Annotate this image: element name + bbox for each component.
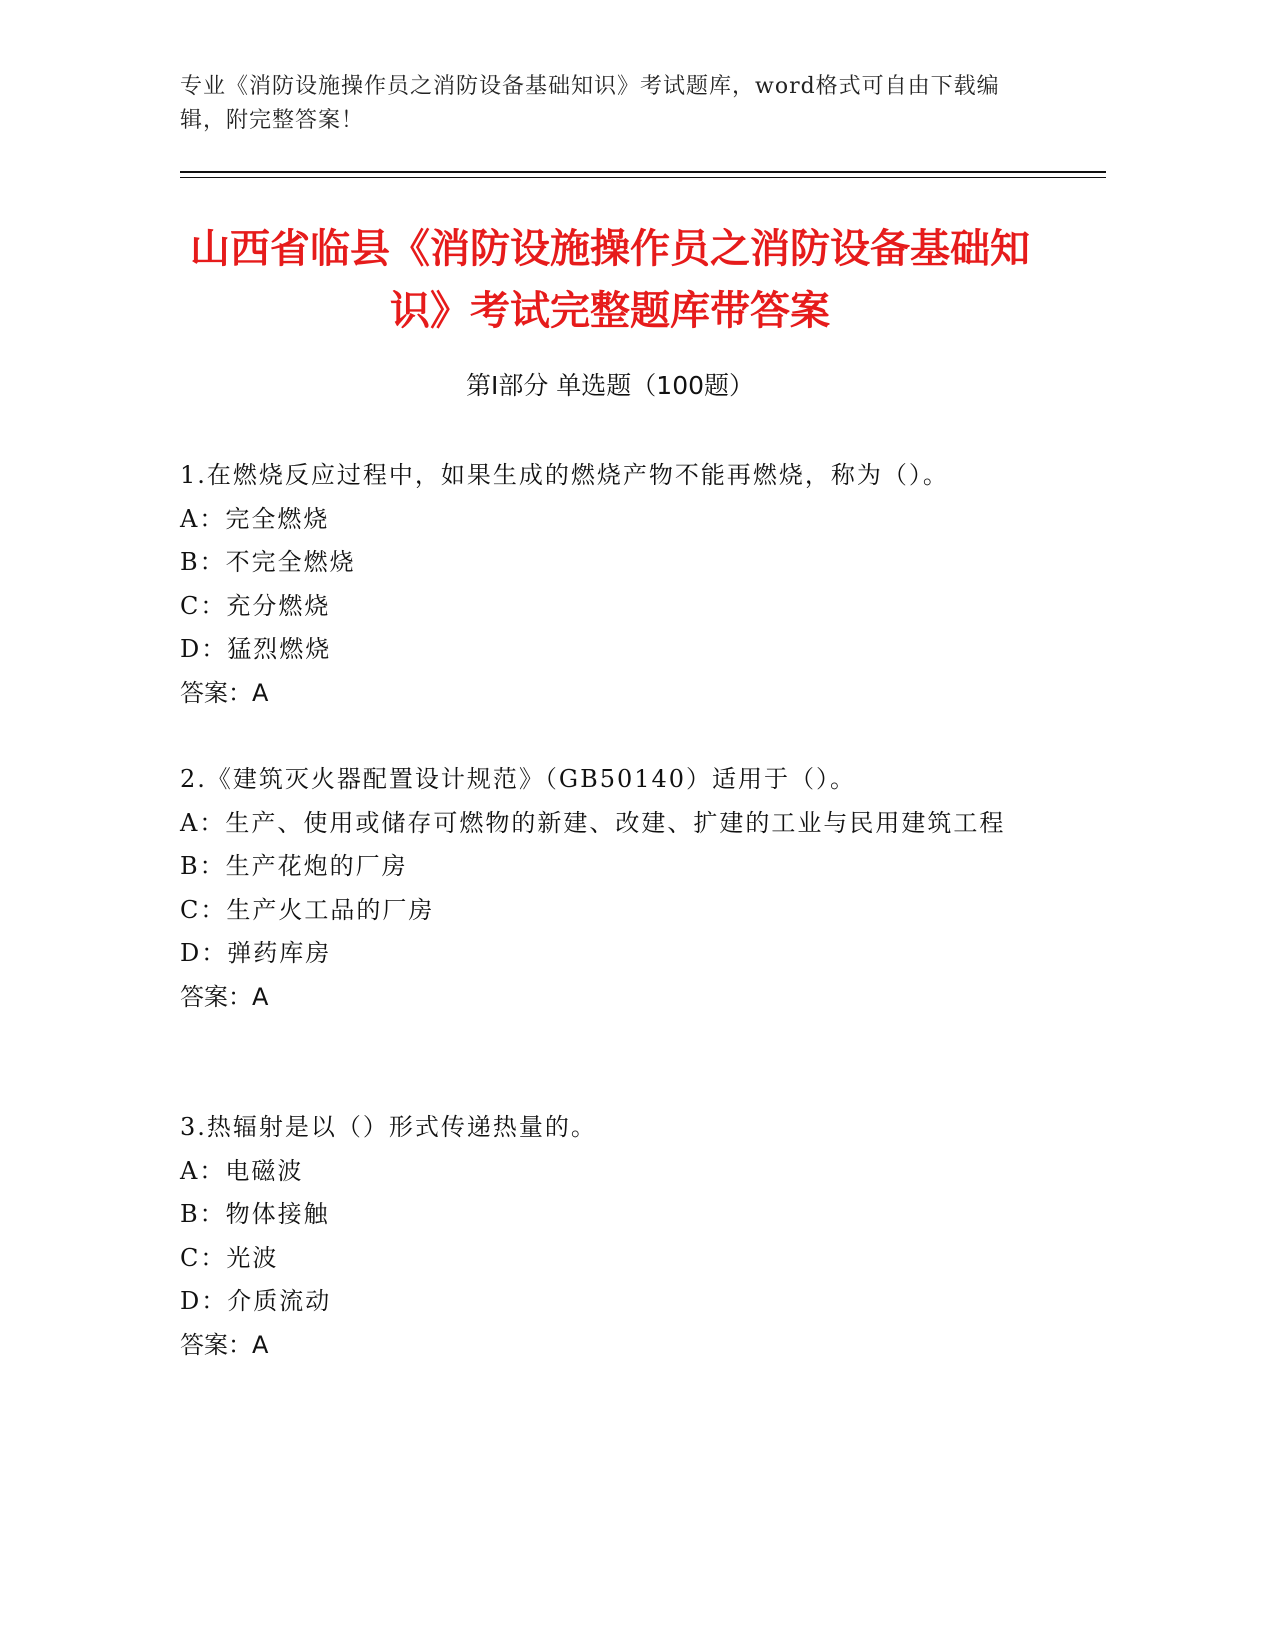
answer: 答案：A [180,678,269,707]
question-stem: 2.《建筑灭火器配置设计规范》（GB50140）适用于（）。 [180,765,857,793]
document-title: 山西省临县《消防设施操作员之消防设备基础知识》考试完整题库带答案 [190,226,1030,334]
option-a: A：生产、使用或储存可燃物的新建、改建、扩建的工业与民用建筑工程 [180,808,1006,837]
question-stem: 3.热辐射是以（）形式传递热量的。 [180,1113,597,1141]
option-c: C：充分燃烧 [180,591,331,620]
answer: 答案：A [180,1330,269,1359]
answer: 答案：A [180,982,269,1011]
option-d: D：弹药库房 [180,939,332,967]
question-2 [180,758,1040,1019]
header-divider-thick [180,171,1106,173]
header-divider-thin [180,177,1106,178]
question-3 [180,1106,1040,1367]
section-heading: 第Ⅰ部分 单选题（100题） [465,371,755,400]
option-c: C：生产火工品的厂房 [180,895,435,924]
question-stem: 1.在燃烧反应过程中，如果生成的燃烧产物不能再燃烧，称为（）。 [180,461,949,489]
option-b: B：物体接触 [180,1200,330,1228]
option-b: B：生产花炮的厂房 [180,852,408,880]
option-a: A：电磁波 [180,1156,304,1185]
option-b: B：不完全燃烧 [180,548,356,576]
header-note: 专业《消防设施操作员之消防设备基础知识》考试题库，word格式可自由下载编辑，附完整答案！ [180,74,1000,133]
question-1 [180,454,1040,715]
option-a: A：完全燃烧 [180,504,330,533]
option-d: D：介质流动 [180,1287,332,1315]
option-c: C：光波 [180,1243,279,1272]
option-d: D：猛烈燃烧 [180,635,332,663]
